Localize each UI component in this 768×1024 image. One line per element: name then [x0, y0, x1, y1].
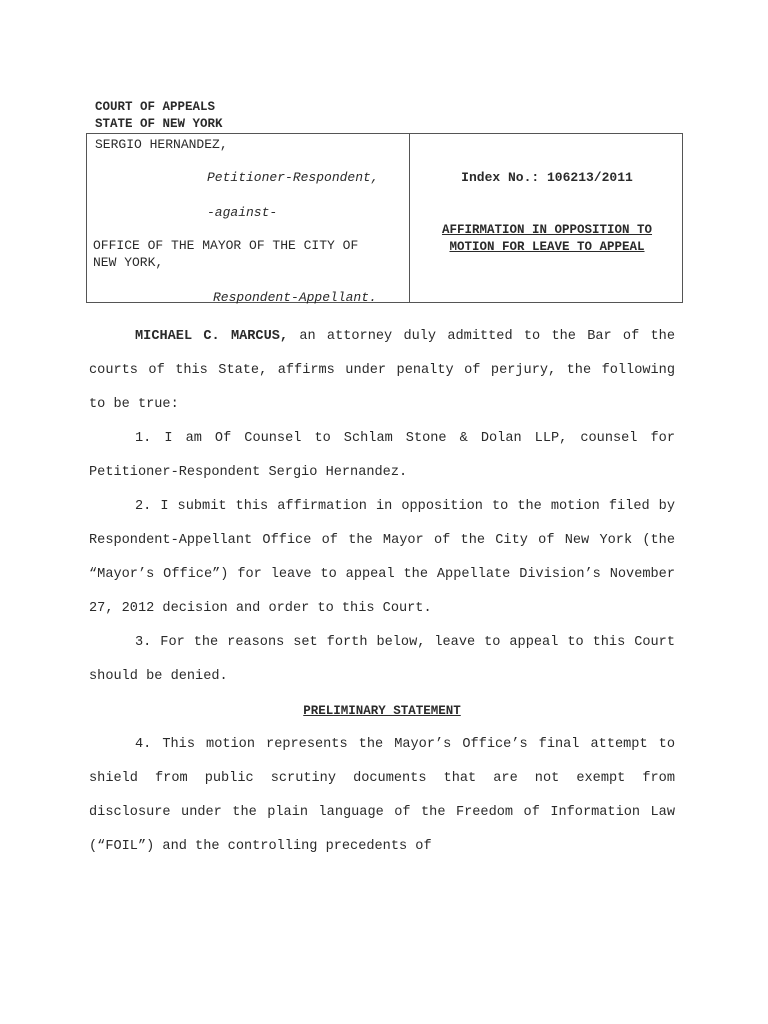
court-name: COURT OF APPEALS: [95, 100, 216, 114]
document-title-line2: MOTION FOR LEAVE TO APPEAL: [449, 240, 645, 254]
index-number: Index No.: 106213/2011: [461, 170, 633, 185]
document-title-line1: AFFIRMATION IN OPPOSITION TO: [441, 223, 653, 237]
section-heading: PRELIMINARY STATEMENT: [303, 704, 461, 718]
against-label: -against-: [207, 205, 278, 220]
court-header: [95, 99, 223, 133]
paragraph-2: 2. I submit this affirmation in opposition to the motion filed by Respondent-Appellant Office of the Mayor of the City of New York (the “Mayor’s Office”) for leave to appeal the Appellate Division’s November 27, 2012 decision and order to this Court.: [89, 499, 675, 616]
affirmant-name: MICHAEL C. MARCUS,: [135, 329, 289, 344]
petitioner-name: SERGIO HERNANDEZ,: [95, 137, 228, 152]
case-caption-box: [86, 133, 683, 303]
petitioner-role: Petitioner-Respondent,: [207, 170, 379, 185]
document-title: [410, 222, 684, 256]
caption-right-column: [410, 134, 684, 302]
respondent-name-line2: NEW YORK,: [93, 255, 164, 270]
paragraph-3: 3. For the reasons set forth below, leave to appeal to this Court should be denied.: [89, 635, 675, 684]
respondent-name-line1: OFFICE OF THE MAYOR OF THE CITY OF: [93, 238, 359, 253]
respondent-role: Respondent-Appellant.: [213, 290, 377, 305]
intro-paragraph: [89, 320, 675, 422]
court-state: STATE OF NEW YORK: [95, 117, 223, 131]
intro-text: an attorney duly admitted to the Bar of the courts of this State, affirms under penalty of perjury, the following to be true:: [89, 329, 675, 412]
affirmation-body: [89, 320, 675, 864]
paragraph-1: 1. I am Of Counsel to Schlam Stone & Dolan LLP, counsel for Petitioner-Respondent Sergio Hernandez.: [89, 431, 675, 480]
paragraph-4: 4. This motion represents the Mayor’s Office’s final attempt to shield from public scrutiny documents that are not exempt from disclosure under the plain language of the Freedom of Information Law (“FOIL”) and the controlling precedents of: [89, 737, 675, 854]
